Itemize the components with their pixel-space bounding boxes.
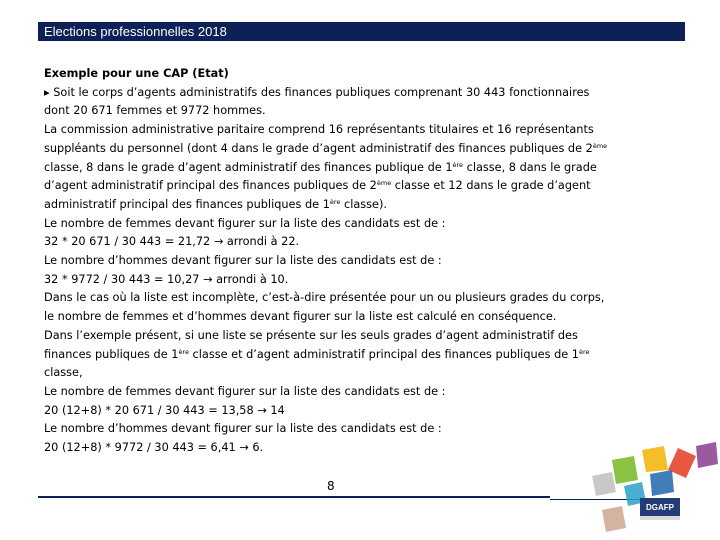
header-bar xyxy=(38,22,685,41)
body-line-1: ▸ Soit le corps d’agents administratifs des finances publiques comprenant 30 443 fonctionnaires xyxy=(44,85,590,99)
body-line-20: 20 (12+8) * 9772 / 30 443 = 6,41 → 6. xyxy=(44,441,264,455)
body-line-9: 32 * 20 671 / 30 443 = 21,72 → arrondi à 22. xyxy=(44,235,300,249)
body-line-10: Le nombre d’hommes devant figurer sur la liste des candidats est de : xyxy=(44,254,442,268)
body-line-3: La commission administrative paritaire comprend 16 représentants titulaires et 16 représentants xyxy=(44,123,594,137)
body-line-6: d’agent administratif principal des finances publiques de 2ème classe et 12 dans le grade d’agent xyxy=(44,179,591,193)
body-line-8: Le nombre de femmes devant figurer sur la liste des candidats est de : xyxy=(44,216,446,230)
deco-shape-purple xyxy=(696,442,718,468)
body-line-4: suppléants du personnel (dont 4 dans le grade d’agent administratif des finances publiques de 2ème xyxy=(44,141,608,155)
deco-shape-blue xyxy=(650,470,674,496)
body-line-17: Le nombre de femmes devant figurer sur la liste des candidats est de : xyxy=(44,384,446,398)
document-body xyxy=(44,65,644,458)
dgafp-logo-subtitle xyxy=(640,516,680,520)
body-line-11: 32 * 9772 / 30 443 = 10,27 → arrondi à 10. xyxy=(44,272,289,286)
footer-divider xyxy=(38,496,550,498)
section-heading: Exemple pour une CAP (Etat) xyxy=(44,67,229,80)
decorative-shapes-icon xyxy=(590,440,720,540)
body-line-7: administratif principal des finances publiques de 1ère classe). xyxy=(44,197,387,211)
body-line-5: classe, 8 dans le grade d’agent administratif des finances publique de 1ère classe, 8 dans le grade xyxy=(44,160,597,174)
deco-shape-yellow xyxy=(642,446,668,472)
body-line-19: Le nombre d’hommes devant figurer sur la liste des candidats est de : xyxy=(44,422,442,436)
deco-shape-green xyxy=(612,456,638,484)
page-title: Elections professionnelles 2018 xyxy=(44,24,227,39)
page-number: 8 xyxy=(327,479,335,493)
body-line-16: classe, xyxy=(44,366,83,380)
body-line-2: dont 20 671 femmes et 9772 hommes. xyxy=(44,104,266,118)
body-line-18: 20 (12+8) * 20 671 / 30 443 = 13,58 → 14 xyxy=(44,403,285,417)
body-line-12: Dans le cas où la liste est incomplète, c’est-à-dire présentée pour un ou plusieurs grades du corps, xyxy=(44,291,605,305)
deco-shape-grey xyxy=(592,472,616,496)
bullet-icon: ▸ xyxy=(44,85,50,99)
body-line-15: finances publiques de 1ère classe et d’agent administratif principal des finances publiques de 1ère xyxy=(44,347,590,361)
body-line-13: le nombre de femmes et d’hommes devant figurer sur la liste est calculé en conséquence. xyxy=(44,310,557,324)
body-line-14: Dans l’exemple présent, si une liste se présente sur les seuls grades d’agent administratif des xyxy=(44,328,578,342)
dgafp-logo: DGAFP xyxy=(640,498,680,516)
deco-shape-tan xyxy=(602,506,626,532)
